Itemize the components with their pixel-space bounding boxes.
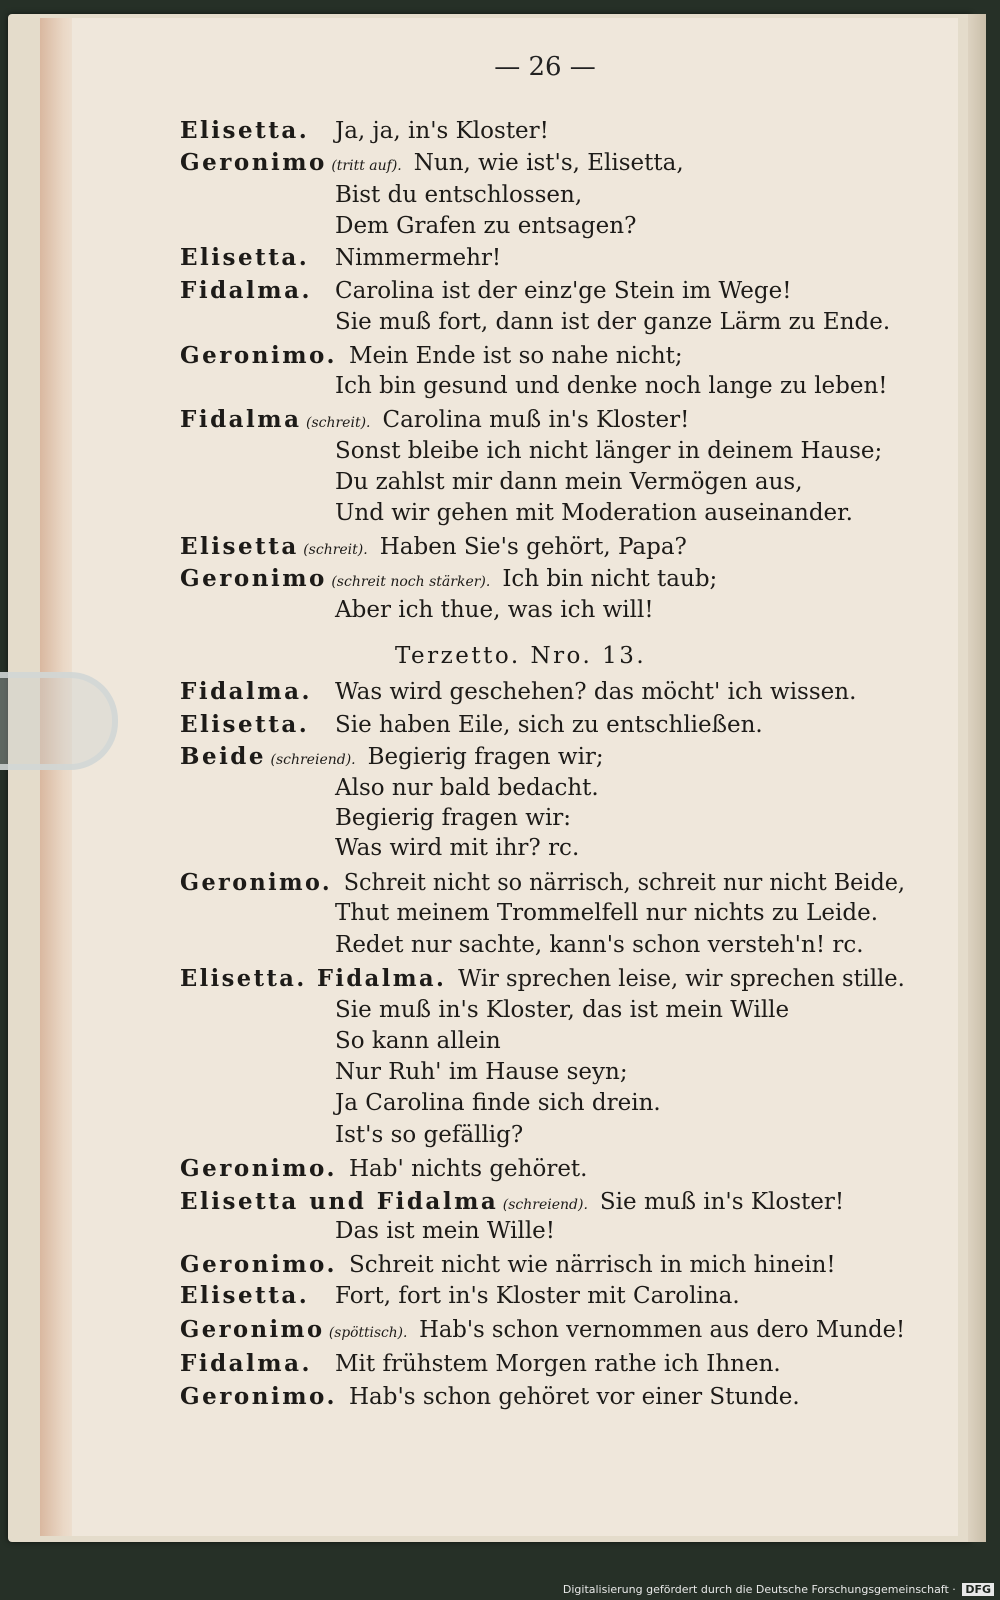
- speaker-name: Elisetta: [180, 533, 299, 560]
- dialogue-line: [335, 932, 864, 958]
- stage-direction: (spöttisch).: [324, 1325, 408, 1341]
- dialogue-line: [335, 805, 571, 831]
- dialogue-line: [335, 835, 579, 861]
- speaker-name: Fidalma.: [180, 678, 313, 705]
- page-number: — 26 —: [494, 52, 596, 82]
- speaker-name: Geronimo.: [180, 1251, 337, 1278]
- speaker-name: Geronimo: [180, 1316, 325, 1343]
- dialogue-line: [335, 1218, 555, 1244]
- speaker-name: Geronimo.: [180, 1383, 337, 1410]
- line-text: Hab' nichts gehöret.: [348, 1156, 588, 1182]
- stage-direction: (schreit).: [298, 542, 368, 558]
- speaker-name: Elisetta. Fidalma.: [180, 965, 447, 992]
- dialogue-line: [335, 1028, 501, 1054]
- dialogue-line: [180, 1350, 781, 1377]
- line-text: Hab's schon gehöret vor einer Stunde.: [348, 1384, 800, 1410]
- line-text: Ist's so gefällig?: [335, 1122, 524, 1148]
- dialogue-line: [180, 1188, 844, 1215]
- stage-direction: (schreiend).: [498, 1197, 588, 1213]
- stage-direction: (tritt auf).: [326, 158, 402, 174]
- speaker-name: Elisetta.: [180, 1282, 310, 1309]
- speaker-name: Elisetta und Fidalma: [180, 1188, 499, 1215]
- line-text: Schreit nicht so närrisch, schreit nur nicht Beide,: [343, 870, 906, 896]
- dialogue-line: [395, 643, 646, 669]
- speaker-name: Elisetta.: [180, 711, 310, 738]
- dialogue-line: [180, 149, 684, 176]
- line-text: Aber ich thue, was ich will!: [335, 597, 654, 623]
- dialogue-line: [335, 775, 599, 801]
- speaker-name: Geronimo.: [180, 342, 337, 369]
- line-text: Dem Grafen zu entsagen?: [335, 213, 637, 239]
- line-text: Bist du entschlossen,: [335, 182, 583, 208]
- stage-direction: (schreit).: [301, 415, 371, 431]
- line-text: Begierig fragen wir;: [367, 744, 604, 770]
- line-text: Sie muß fort, dann ist der ganze Lärm zu Ende.: [335, 309, 891, 335]
- dialogue-line: [180, 565, 717, 592]
- stage-direction: (schreiend).: [266, 752, 356, 768]
- dialogue-line: [335, 309, 890, 335]
- dialogue-line: [180, 277, 791, 304]
- dialogue-line: [335, 500, 853, 526]
- line-text: Und wir gehen mit Moderation auseinander.: [335, 500, 853, 526]
- speaker-name: Fidalma.: [180, 1350, 313, 1377]
- line-text: Fort, fort in's Kloster mit Carolina.: [335, 1283, 740, 1309]
- dialogue-line: [180, 678, 856, 705]
- line-text: Haben Sie's gehört, Papa?: [379, 534, 687, 560]
- dialogue-line: [335, 997, 789, 1023]
- dialogue-line: [335, 182, 582, 208]
- dialogue-line: [180, 1155, 588, 1182]
- dialogue-line: [180, 1251, 836, 1278]
- line-text: Mit frühstem Morgen rathe ich Ihnen.: [335, 1351, 781, 1377]
- line-text: Begierig fragen wir:: [335, 805, 572, 831]
- dialogue-line: [180, 965, 905, 992]
- stage-direction: (schreit noch stärker).: [326, 574, 491, 590]
- speaker-name: Geronimo: [180, 565, 327, 592]
- line-text: So kann allein: [335, 1028, 501, 1054]
- line-text: Ich bin nicht taub;: [502, 566, 718, 592]
- line-text: Sie muß in's Kloster, das ist mein Wille: [335, 997, 790, 1023]
- dialogue-line: [180, 244, 501, 271]
- speaker-name: Fidalma.: [180, 277, 313, 304]
- line-text: Du zahlst mir dann mein Vermögen aus,: [335, 469, 803, 495]
- credit-text: Digitalisierung gefördert durch die Deutsche Forschungsgemeinschaft: [562, 1583, 949, 1596]
- line-text: Thut meinem Trommelfell nur nichts zu Leide.: [335, 900, 879, 926]
- line-text: Nun, wie ist's, Elisetta,: [413, 150, 684, 176]
- line-text: Hab's schon vernommen aus dero Munde!: [419, 1317, 906, 1343]
- line-text: Mein Ende ist so nahe nicht;: [348, 343, 683, 369]
- line-text: Was wird mit ihr? rc.: [335, 835, 580, 861]
- dialogue-line: [180, 117, 549, 144]
- speaker-name: Beide: [180, 743, 267, 770]
- speaker-name: Geronimo: [180, 149, 327, 176]
- dialogue-line: [335, 1059, 628, 1085]
- dfg-logo: DFG: [962, 1583, 994, 1596]
- dialogue-line: [335, 373, 888, 399]
- dialogue-line: [335, 1122, 523, 1148]
- dialogue-line: [335, 900, 878, 926]
- speaker-name: Geronimo.: [180, 1155, 337, 1182]
- digitization-credit: Digitalisierung gefördert durch die Deutsche Forschungsgemeinschaft · DFG: [563, 1583, 994, 1596]
- dialogue-line: [335, 469, 803, 495]
- line-text: Das ist mein Wille!: [335, 1218, 556, 1244]
- line-text: Redet nur sachte, kann's schon versteh'n! rc.: [335, 932, 864, 958]
- section-heading: Terzetto. Nro. 13.: [395, 643, 647, 669]
- speaker-name: Elisetta.: [180, 244, 310, 271]
- line-text: Sie haben Eile, sich zu entschließen.: [335, 712, 763, 738]
- dialogue-line: [180, 711, 763, 738]
- dialogue-line: [180, 743, 604, 770]
- dialogue-line: [335, 438, 882, 464]
- line-text: Schreit nicht wie närrisch in mich hinein!: [348, 1252, 836, 1278]
- speaker-name: Geronimo.: [180, 869, 333, 896]
- line-text: Ich bin gesund und denke noch lange zu leben!: [335, 373, 888, 399]
- dialogue-line: [180, 869, 905, 896]
- line-text: Nur Ruh' im Hause seyn;: [335, 1059, 628, 1085]
- dialogue-line: [335, 1090, 661, 1116]
- dialogue-line: [180, 1316, 905, 1343]
- line-text: Nimmermehr!: [335, 245, 502, 271]
- line-text: Ja, ja, in's Kloster!: [335, 118, 549, 144]
- dialogue-line: [335, 597, 654, 623]
- line-text: Wir sprechen leise, wir sprechen stille.: [458, 966, 905, 992]
- dialogue-line: [180, 1282, 740, 1309]
- line-text: Was wird geschehen? das möcht' ich wissen.: [335, 679, 857, 705]
- line-text: Carolina muß in's Kloster!: [382, 407, 690, 433]
- line-text: Sonst bleibe ich nicht länger in deinem Hause;: [335, 438, 883, 464]
- speaker-name: Fidalma: [180, 406, 302, 433]
- dialogue-line: [180, 533, 687, 560]
- dialogue-line: [180, 342, 683, 369]
- line-text: Carolina ist der einz'ge Stein im Wege!: [335, 278, 792, 304]
- line-text: Also nur bald bedacht.: [335, 775, 599, 801]
- dialogue-line: [180, 406, 689, 433]
- speaker-name: Elisetta.: [180, 117, 310, 144]
- line-text: Ja Carolina finde sich drein.: [335, 1090, 661, 1116]
- line-text: Sie muß in's Kloster!: [599, 1189, 845, 1215]
- dialogue-line: [180, 1383, 800, 1410]
- dialogue-line: [335, 213, 636, 239]
